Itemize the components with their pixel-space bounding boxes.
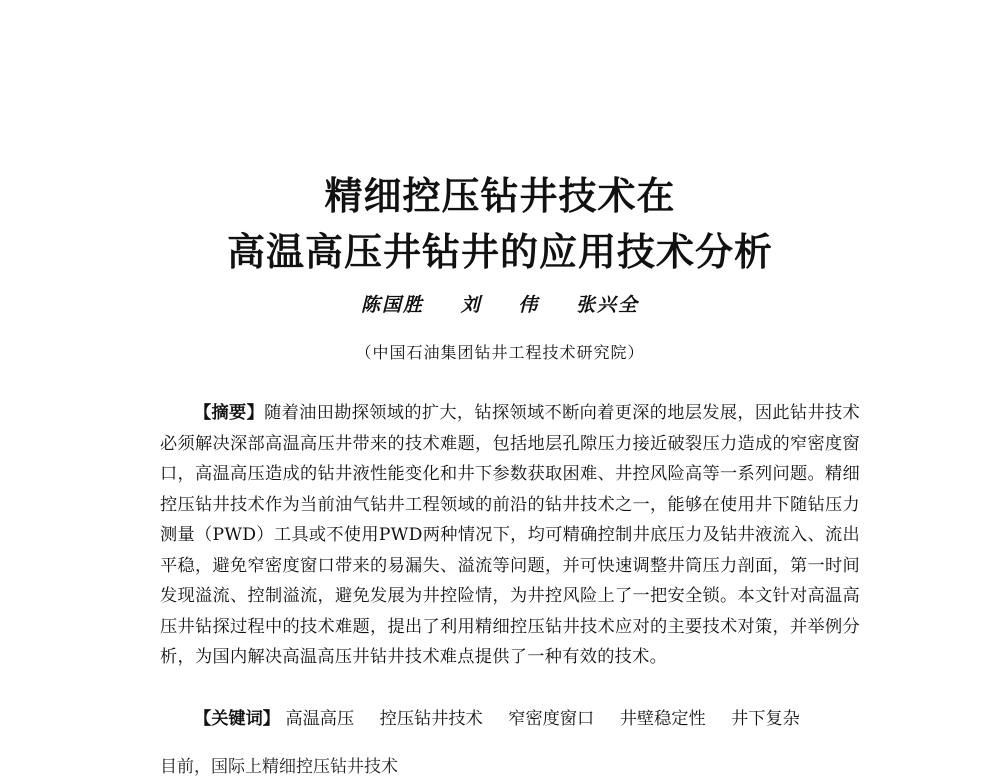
keyword-item: 控压钻井技术 <box>379 709 483 729</box>
keywords-label: 【关键词】 <box>194 709 280 729</box>
keyword-item: 井下复杂 <box>731 709 800 729</box>
abstract-text: 随着油田勘探领域的扩大，钻探领域不断向着更深的地层发展，因此钻井技术必须解决深部高温高压井带来的技术难题，包括地层孔隙压力接近破裂压力造成的窄密度窗口，高温高压造成的钻井液性能变化和井下参数获取困难、井控风险高等一系列问题。精细控压钻井技术作为当前油气钻井工程领域的前沿的钻井技术之一，能够在使用井下随钻压力测量（PWD）工具或不使用PWD两种情况下，均可精确控制井底压力及钻井液流入、流出平稳，避免窄密度窗口带来的易漏失、溢流等问题，并可快速调整井筒压力剖面，第一时间发现溢流、控制溢流，避免发展为井控险情，为井控风险上了一把安全锁。本文针对高温高压井钻探过程中的技术难题，提出了利用精细控压钻井技术应对的主要技术对策，并举例分析，为国内解决高温高压井钻井技术难点提供了一种有效的技术。 <box>160 403 860 667</box>
paper-title <box>0 168 1000 280</box>
abstract-label: 【摘要】 <box>194 403 265 423</box>
title-line-2: 高温高压井钻井的应用技术分析 <box>226 230 773 274</box>
keyword-item: 高温高压 <box>285 709 355 729</box>
keyword-item: 窄密度窗口 <box>508 709 595 729</box>
author-name: 张兴全 <box>575 294 639 316</box>
affiliation: （中国石油集团钻井工程技术研究院） <box>355 343 645 362</box>
author-name: 刘 伟 <box>460 294 540 316</box>
keyword-item: 井壁稳定性 <box>619 709 706 729</box>
truncated-body-line: 目前，国际上精细控压钻井技术 <box>160 757 398 777</box>
author-list <box>0 290 1000 317</box>
keywords-line <box>194 704 874 734</box>
title-line-1: 精细控压钻井技术在 <box>324 174 676 218</box>
author-name: 陈国胜 <box>361 294 425 316</box>
abstract-paragraph <box>160 398 860 673</box>
